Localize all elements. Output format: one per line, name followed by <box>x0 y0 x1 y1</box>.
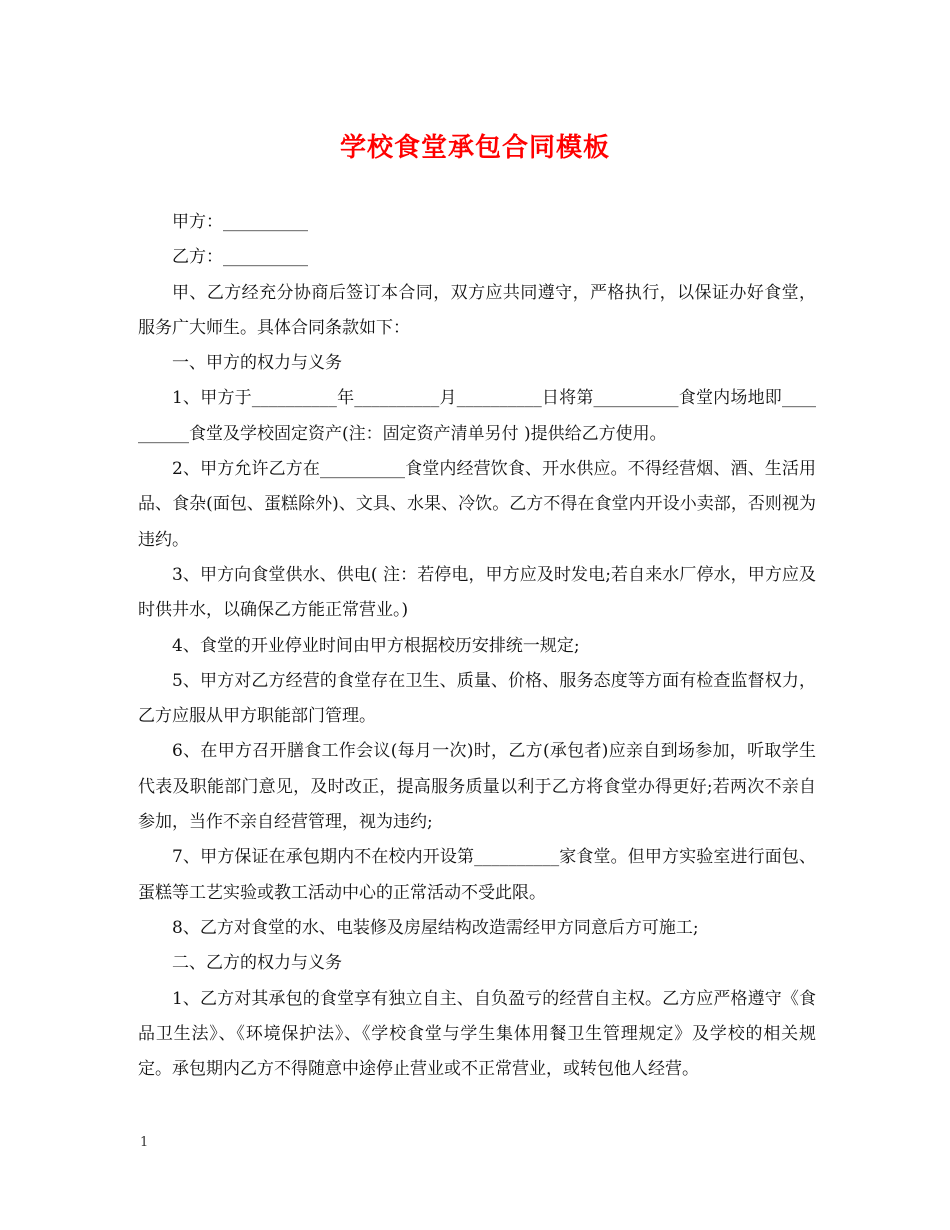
clause-b-1: 1、乙方对其承包的食堂享有独立自主、自负盈亏的经营自主权。乙方应严格遵守《食品卫生法》、《环境保护法》、《学校食堂与学生集体用餐卫生管理规定》及学校的相关规定。承包期内乙方不得随意中途停止营业或不正常营业，或转包他人经营。 <box>138 988 816 1080</box>
clause-a-7: 7、甲方保证在承包期内不在校内开设第__________家食堂。但甲方实验室进行面包、蛋糕等工艺实验或教工活动中心的正常活动不受此限。 <box>138 847 816 903</box>
party-b-line: 乙方：__________ <box>172 247 308 268</box>
document-body <box>138 205 816 1087</box>
clause-a-6: 6、在甲方召开膳食工作会议(每月一次)时，乙方(承包者)应亲自到场参加，听取学生代表及职能部门意见，及时改正，提高服务质量以利于乙方将食堂办得更好;若两次不亲自参加，当作不亲自经营管理，视为违约; <box>138 741 816 833</box>
section-heading-party-b: 二、乙方的权力与义务 <box>172 953 342 974</box>
clause-a-1: 1、甲方于__________年__________月__________日将第__________食堂内场地即__________食堂及学校固定资产(注：固定资产清单另付 )提供给乙方使用。 <box>138 388 816 444</box>
section-heading-party-a: 一、甲方的权力与义务 <box>172 353 342 374</box>
clause-a-4: 4、食堂的开业停业时间由甲方根据校历安排统一规定; <box>172 635 580 656</box>
intro-paragraph: 甲、乙方经充分协商后签订本合同，双方应共同遵守，严格执行，以保证办好食堂，服务广大师生。具体合同条款如下： <box>138 282 816 338</box>
clause-a-2: 2、甲方允许乙方在__________食堂内经营饮食、开水供应。不得经营烟、酒、生活用品、食杂(面包、蛋糕除外)、文具、水果、冷饮。乙方不得在食堂内开设小卖部，否则视为违约。 <box>138 459 816 550</box>
clause-a-3: 3、甲方向食堂供水、供电( 注：若停电，甲方应及时发电;若自来水厂停水，甲方应及时供井水，以确保乙方能正常营业。) <box>138 564 816 621</box>
document-title: 学校食堂承包合同模板 <box>339 133 610 163</box>
clause-a-5: 5、甲方对乙方经营的食堂存在卫生、质量、价格、服务态度等方面有检查监督权力，乙方应服从甲方职能部门管理。 <box>138 670 816 727</box>
page-number: 1 <box>140 1135 149 1150</box>
clause-a-8: 8、乙方对食堂的水、电装修及房屋结构改造需经甲方同意后方可施工; <box>172 917 699 938</box>
party-a-line: 甲方：__________ <box>172 212 308 232</box>
